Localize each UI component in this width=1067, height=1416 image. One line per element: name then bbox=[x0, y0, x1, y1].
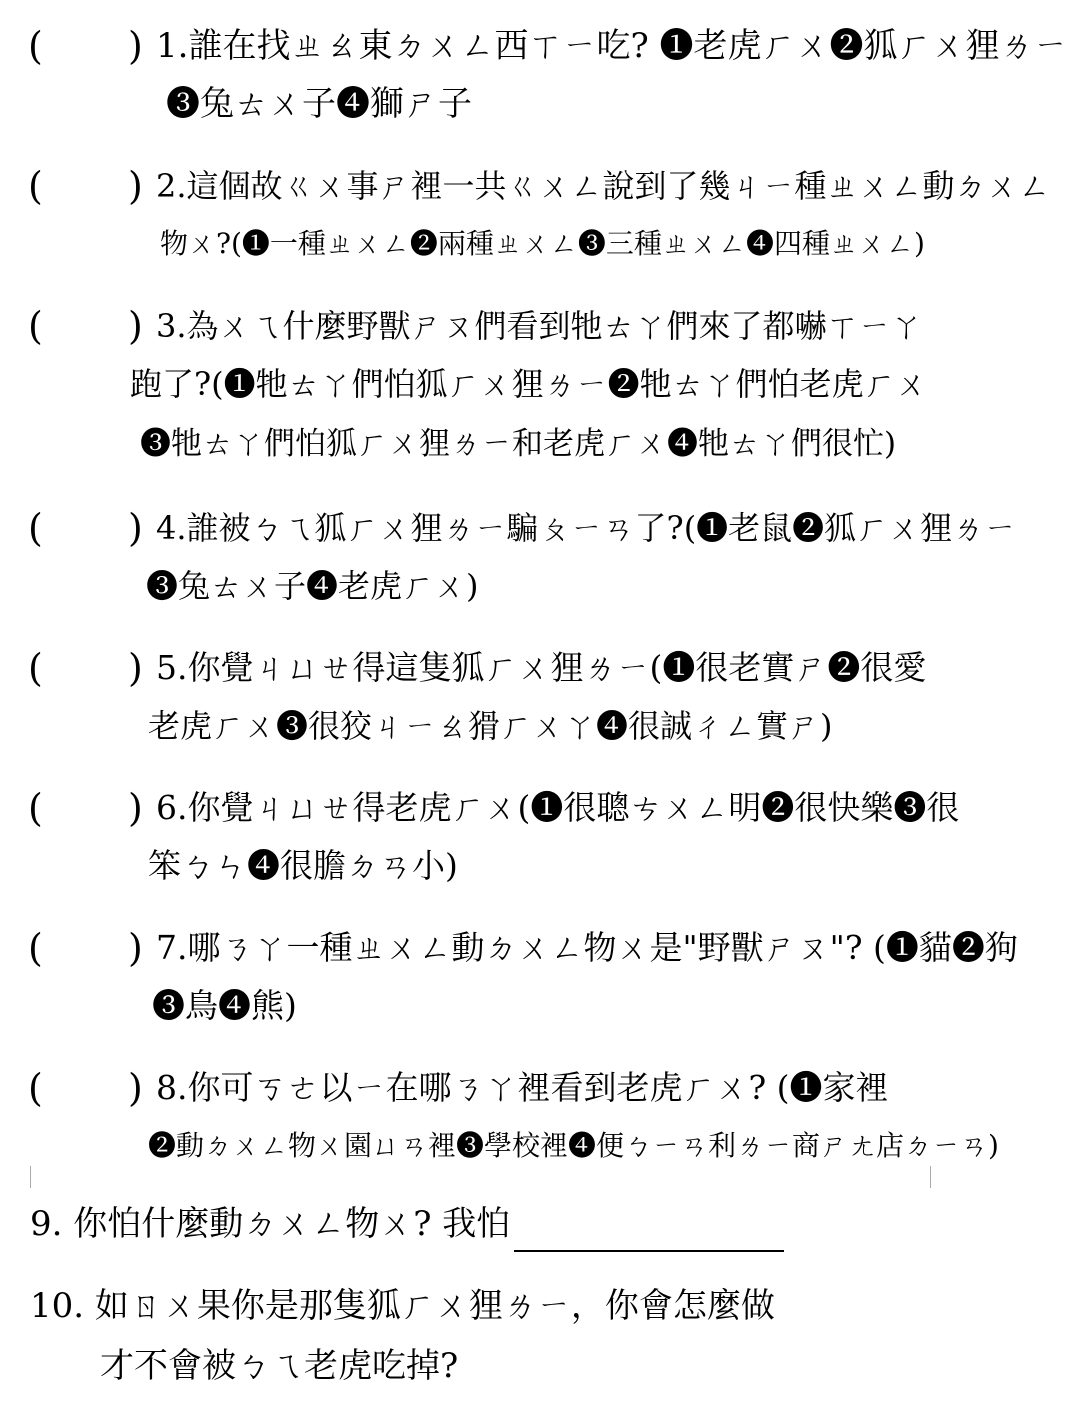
answer-paren-close: ) bbox=[128, 506, 143, 550]
question-text-line: ❷動ㄉㄨㄥ物ㄨ園ㄩㄢ裡❸學校裡❹便ㄅㄧㄢ利ㄌㄧ商ㄕㄤ店ㄉㄧㄢ) bbox=[148, 1129, 999, 1162]
answer-paren-open: ( bbox=[28, 506, 43, 550]
answer-paren-open: ( bbox=[28, 24, 43, 68]
question-text-line: 2.這個故ㄍㄨ事ㄕ裡一共ㄍㄨㄥ說到了幾ㄐㄧ種ㄓㄨㄥ動ㄉㄨㄥ bbox=[156, 167, 1051, 205]
question-10-line-1: 10. 如ㄖㄨ果你是那隻狐ㄏㄨ狸ㄌㄧ，你會怎麼做 bbox=[30, 1286, 775, 1326]
answer-paren-open: ( bbox=[28, 786, 43, 830]
question-9-text: 9. 你怕什麼動ㄉㄨㄥ物ㄨ? 我怕 bbox=[30, 1204, 511, 1244]
question-text-line: 物ㄨ?(❶一種ㄓㄨㄥ❷兩種ㄓㄨㄥ❸三種ㄓㄨㄥ❹四種ㄓㄨㄥ) bbox=[160, 227, 925, 260]
question-text-line: 8.你可ㄎㄜ以ㄧ在哪ㄋㄚ裡看到老虎ㄏㄨ? (❶家裡 bbox=[156, 1068, 889, 1107]
question-text-line: 1.誰在找ㄓㄠ東ㄉㄨㄥ西ㄒㄧ吃? ❶老虎ㄏㄨ❷狐ㄏㄨ狸ㄌㄧ bbox=[156, 26, 1067, 66]
question-text-line: ❸牠ㄊㄚ們怕狐ㄏㄨ狸ㄌㄧ和老虎ㄏㄨ❹牠ㄊㄚ們很忙) bbox=[140, 426, 897, 462]
answer-blank-line[interactable] bbox=[514, 1210, 784, 1252]
question-text-line: 笨ㄅㄣ❹很膽ㄉㄢ小) bbox=[148, 846, 458, 885]
answer-paren-close: ) bbox=[128, 304, 143, 348]
question-text-line: 5.你覺ㄐㄩㄝ得這隻狐ㄏㄨ狸ㄌㄧ(❶很老實ㄕ❷很愛 bbox=[156, 648, 927, 687]
page-corner-mark bbox=[30, 1166, 31, 1188]
question-text-line: 跑了?(❶牠ㄊㄚ們怕狐ㄏㄨ狸ㄌㄧ❷牠ㄊㄚ們怕老虎ㄏㄨ bbox=[130, 365, 928, 403]
answer-paren-close: ) bbox=[128, 24, 143, 68]
answer-paren-open: ( bbox=[28, 304, 43, 348]
page-corner-mark bbox=[930, 1166, 931, 1188]
question-text-line: 老虎ㄏㄨ❸很狡ㄐㄧㄠ猾ㄏㄨㄚ❹很誠ㄔㄥ實ㄕ) bbox=[148, 707, 833, 745]
answer-paren-close: ) bbox=[128, 1066, 143, 1110]
answer-paren-open: ( bbox=[28, 926, 43, 970]
answer-paren-close: ) bbox=[128, 646, 143, 690]
question-text-line: 6.你覺ㄐㄩㄝ得老虎ㄏㄨ(❶很聰ㄘㄨㄥ明❷很快樂❸很 bbox=[156, 788, 960, 827]
question-text-line: ❸鳥❹熊) bbox=[152, 986, 297, 1025]
question-text-line: 3.為ㄨㄟ什麼野獸ㄕㄡ們看到牠ㄊㄚ們來了都嚇ㄒㄧㄚ bbox=[156, 307, 923, 345]
question-text-line: 7.哪ㄋㄚ一種ㄓㄨㄥ動ㄉㄨㄥ物ㄨ是"野獸ㄕㄡ"? (❶貓❷狗 bbox=[156, 928, 1018, 967]
question-9 bbox=[30, 1196, 784, 1252]
answer-paren-open: ( bbox=[28, 646, 43, 690]
answer-paren-open: ( bbox=[28, 1066, 43, 1110]
answer-paren-close: ) bbox=[128, 164, 143, 208]
answer-paren-close: ) bbox=[128, 786, 143, 830]
question-text-line: ❸兔ㄊㄨ子❹獅ㄕ子 bbox=[166, 84, 472, 124]
question-text-line: ❸兔ㄊㄨ子❹老虎ㄏㄨ) bbox=[146, 567, 479, 605]
question-text-line: 4.誰被ㄅㄟ狐ㄏㄨ狸ㄌㄧ騙ㄆㄧㄢ了?(❶老鼠❷狐ㄏㄨ狸ㄌㄧ bbox=[156, 509, 1017, 547]
question-10-line-2: 才不會被ㄅㄟ老虎吃掉? bbox=[100, 1346, 459, 1386]
answer-paren-open: ( bbox=[28, 164, 43, 208]
answer-paren-close: ) bbox=[128, 926, 143, 970]
